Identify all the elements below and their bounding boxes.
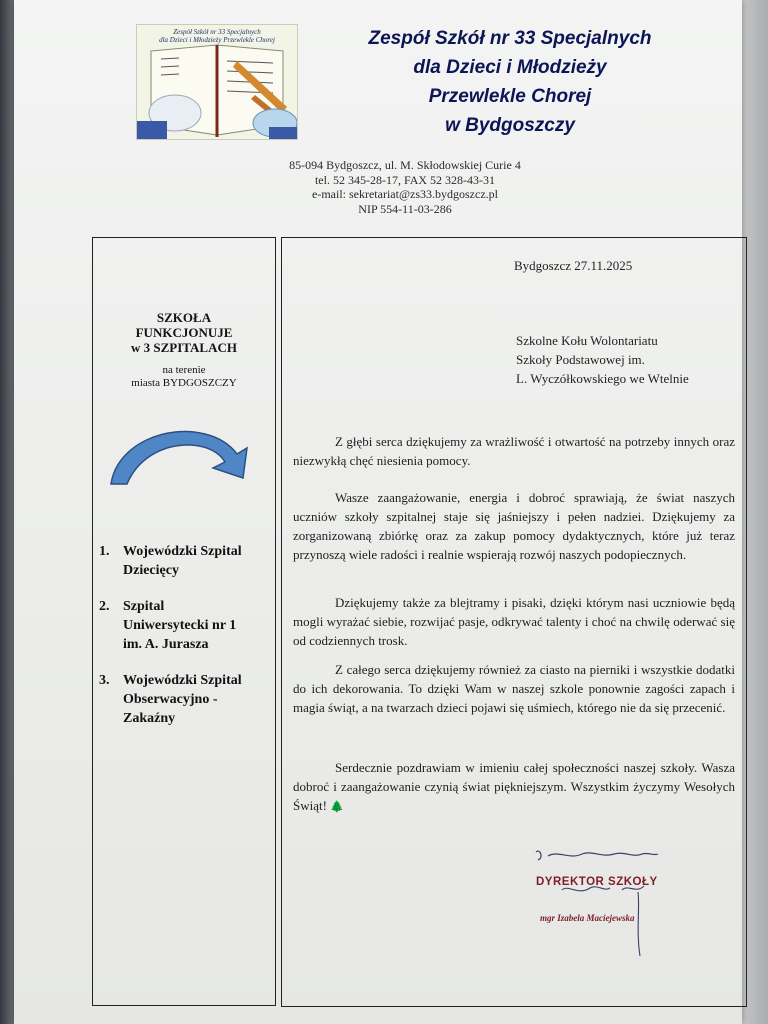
hospital-list	[99, 542, 269, 745]
address-line: 85-094 Bydgoszcz, ul. M. Skłodowskiej Curie 4	[289, 158, 521, 172]
paragraph: Dziękujemy także za blejtramy i pisaki, dzięki którym nasi uczniowie będą mogli wyrażać siebie, rozwijać pasje, odkrywać talenty i choć na chwilę oderwać się od codziennych trosk.	[293, 595, 735, 648]
christmas-tree-icon: 🌲	[330, 801, 344, 813]
curved-arrow-icon	[103, 422, 259, 488]
letter-date: Bydgoszcz 27.11.2025	[514, 258, 633, 273]
handwritten-signature	[518, 846, 718, 958]
background-left	[0, 0, 14, 1024]
paragraph: Z głębi serca dziękujemy za wrażliwość i otwartość na potrzeby innych oraz niezwykłą chęć niesienia pomocy.	[293, 434, 735, 468]
paragraph: Z całego serca dziękujemy również za ciasto na pierniki i wszystkie dodatki do ich dekorowania. To dzięki Wam w naszej szkole ponownie zagości zapach i magia świąt, a na twarzach dzieci pojawi się uśmiech, którego nie da się przecenić.	[293, 662, 735, 715]
letter-body	[281, 237, 747, 1007]
phone-line: tel. 52 345-28-17, FAX 52 328-43-31	[314, 172, 496, 187]
director-stamp: DYREKTOR SZKOŁY	[536, 876, 658, 888]
email-line: e-mail: sekretariat@zs33.bydgoszcz.pl	[312, 187, 498, 201]
director-name: mgr Izabela Maciejewska	[540, 913, 635, 923]
nip-line: NIP 554-11-03-286	[358, 201, 452, 216]
list-item: 2. Szpital Uniwersytecki nr 1 im. A. Jurasza	[99, 599, 237, 652]
school-logo	[136, 24, 298, 140]
sidebar-title: SZKOŁA FUNKCJONUJE w 3 SZPITALACH	[131, 310, 237, 355]
list-item: 1. Wojewódzki Szpital Dziecięcy	[99, 544, 242, 578]
hospitals-sidebar	[92, 237, 276, 1006]
logo-text: Zespół Szkół nr 33 Specjalnych dla Dzieci i Młodzieży Przewlekle Chorej	[159, 28, 275, 44]
paragraph: Serdecznie pozdrawiam w imieniu całej społeczności naszej szkoły. Wasza dobroć i zaangażowanie czynią świat piękniejszym. Wszystkim życzymy Wesołych Świąt! 🌲	[293, 760, 735, 813]
contact-info	[260, 158, 550, 216]
signature-block	[518, 846, 718, 958]
recipient-address: Szkolne Kołu Wolontariatu Szkoły Podstawowej im. L. Wyczółkowskiego we Wtelnie	[516, 333, 689, 386]
letter-page	[14, 0, 742, 1024]
list-item: 3. Wojewódzki Szpital Obserwacyjno - Zakaźny	[99, 673, 242, 726]
school-name-title: Zespół Szkół nr 33 Specjalnych dla Dzieci i Młodzieży Przewlekle Chorej w Bydgoszczy	[368, 28, 652, 136]
sidebar-subtitle: na terenie miasta BYDGOSZCZY	[131, 364, 237, 389]
paragraph: Wasze zaangażowanie, energia i dobroć sprawiają, że świat naszych uczniów szkoły szpitalnej staje się jaśniejszy i pełen nadziei. Dziękujemy za zorganizowaną zbiórkę oraz za zakup pomocy dydaktycznych, które już teraz przynoszą wiele radości i realnie wspierają rozwój naszych podopiecznych.	[293, 490, 735, 562]
